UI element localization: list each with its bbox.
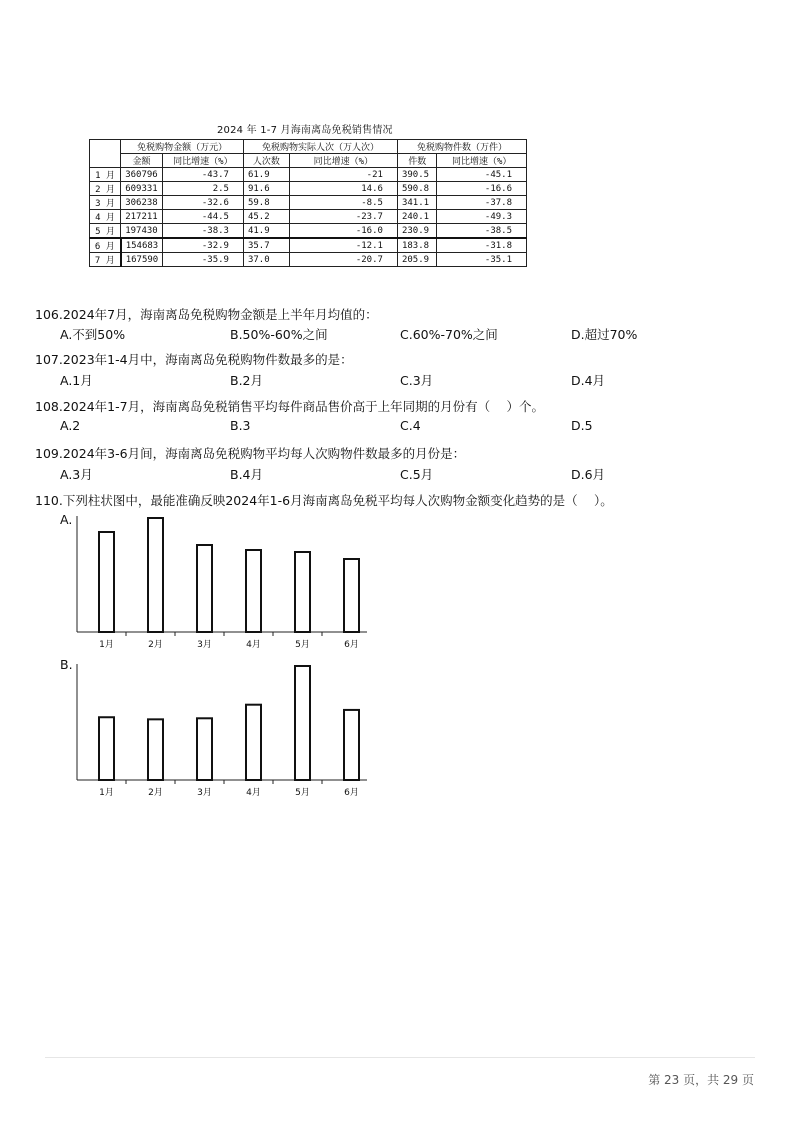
bar <box>148 518 163 632</box>
option-d: D.超过70% <box>571 327 638 342</box>
option-c: C.60%-70%之间 <box>400 327 498 342</box>
table-cell-visits-growth: 14.6 <box>289 182 397 196</box>
table-cell-items: 341.1 <box>397 196 437 210</box>
table-cell-amount-growth: 2.5 <box>162 182 243 196</box>
bar <box>99 532 114 632</box>
x-tick-label: 6月 <box>344 788 359 798</box>
x-tick-label: 6月 <box>344 640 359 650</box>
table-cell-items-growth: -49.3 <box>437 210 527 224</box>
sales-table <box>89 139 527 267</box>
x-tick-label: 5月 <box>295 788 310 798</box>
table-cell-items-growth: -37.8 <box>437 196 527 210</box>
table-cell-visits-growth: -20.7 <box>289 253 397 267</box>
option-d: D.5 <box>571 418 593 433</box>
table-group-header: 免税购物实际人次（万人次） <box>243 140 397 154</box>
table-cell-visits: 61.9 <box>243 168 289 182</box>
table-title: 2024 年 1-7 月海南离岛免税销售情况 <box>217 125 393 136</box>
bar <box>295 666 310 780</box>
option-b: B.2月 <box>230 373 264 388</box>
option-a: A.不到50% <box>60 327 126 342</box>
table-cell-items: 240.1 <box>397 210 437 224</box>
option-c: C.4 <box>400 418 421 433</box>
table-subheader-row <box>90 154 527 168</box>
option-b: B.50%-60%之间 <box>230 327 328 342</box>
option-c: C.5月 <box>400 467 434 482</box>
table-cell-amount: 197430 <box>121 224 163 239</box>
question-text: 2024年1-7月，海南离岛免税销售平均每件商品售价高于上年同期的月份有（ ）个。 <box>62 399 545 414</box>
table-cell-amount-growth: -44.5 <box>162 210 243 224</box>
option-a: A.3月 <box>60 467 93 482</box>
bar <box>246 550 261 632</box>
table-cell-visits: 37.0 <box>243 253 289 267</box>
table-cell-items: 390.5 <box>397 168 437 182</box>
table-subheader: 人次数 <box>243 154 289 168</box>
question-110 <box>35 491 613 509</box>
bar <box>148 719 163 780</box>
chart-b-label: B. <box>60 657 73 672</box>
question-109 <box>35 444 465 462</box>
table-corner-cell <box>90 140 121 168</box>
x-tick-label: 3月 <box>197 788 212 798</box>
table-cell-month: 2 月 <box>90 182 121 196</box>
table-cell-amount: 306238 <box>121 196 163 210</box>
table-cell-amount-growth: -38.3 <box>162 224 243 239</box>
bar <box>99 717 114 780</box>
option-b: B.4月 <box>230 467 264 482</box>
table-group-header-row <box>90 140 527 154</box>
table-cell-amount: 360796 <box>121 168 163 182</box>
table-subheader: 同比增速（%） <box>437 154 527 168</box>
table-cell-amount: 609331 <box>121 182 163 196</box>
table-cell-items-growth: -31.8 <box>437 238 527 253</box>
table-group-header: 免税购物金额（万元） <box>121 140 244 154</box>
option-d: D.4月 <box>571 373 606 388</box>
table-cell-month: 7 月 <box>90 253 121 267</box>
bar-chart-a <box>70 512 370 652</box>
option-d: D.6月 <box>571 467 606 482</box>
table-cell-visits: 91.6 <box>243 182 289 196</box>
table-cell-amount-growth: -32.9 <box>162 238 243 253</box>
x-tick-label: 3月 <box>197 640 212 650</box>
bar <box>344 710 359 780</box>
table-cell-amount: 167590 <box>121 253 163 267</box>
x-tick-label: 2月 <box>148 640 163 650</box>
table-group-header: 免税购物件数（万件） <box>397 140 526 154</box>
table-cell-visits: 35.7 <box>243 238 289 253</box>
question-text: 2023年1-4月中，海南离岛免税购物件数最多的是： <box>62 352 353 367</box>
table-cell-amount-growth: -32.6 <box>162 196 243 210</box>
table-cell-items-growth: -35.1 <box>437 253 527 267</box>
table-cell-month: 5 月 <box>90 224 121 239</box>
table-row <box>90 182 527 196</box>
table-subheader: 同比增速（%） <box>289 154 397 168</box>
table-cell-amount-growth: -43.7 <box>162 168 243 182</box>
question-108 <box>35 397 544 415</box>
x-tick-label: 4月 <box>246 640 261 650</box>
bar <box>295 552 310 632</box>
option-c: C.3月 <box>400 373 434 388</box>
table-row <box>90 238 527 253</box>
option-b: B.3 <box>230 418 251 433</box>
table-cell-visits-growth: -23.7 <box>289 210 397 224</box>
question-number: 107. <box>35 352 63 367</box>
table-cell-items: 230.9 <box>397 224 437 239</box>
x-tick-label: 1月 <box>99 640 114 650</box>
table-row <box>90 168 527 182</box>
footer-divider <box>45 1057 755 1058</box>
table-cell-visits-growth: -12.1 <box>289 238 397 253</box>
table-subheader: 金额 <box>121 154 163 168</box>
question-106 <box>35 305 378 323</box>
table-cell-month: 3 月 <box>90 196 121 210</box>
bar <box>197 545 212 632</box>
table-cell-visits: 45.2 <box>243 210 289 224</box>
table-cell-visits: 41.9 <box>243 224 289 239</box>
table-cell-month: 6 月 <box>90 238 121 253</box>
option-a: A.1月 <box>60 373 93 388</box>
question-text: 2024年7月，海南离岛免税购物金额是上半年月均值的： <box>62 307 378 322</box>
question-number: 109. <box>35 446 63 461</box>
chart-a-label: A. <box>60 512 73 527</box>
x-tick-label: 5月 <box>295 640 310 650</box>
table-cell-amount: 217211 <box>121 210 163 224</box>
question-text: 下列柱状图中，最能准确反映2024年1-6月海南离岛免税平均每人次购物金额变化趋势的是（ ）。 <box>62 493 613 508</box>
table-cell-items: 205.9 <box>397 253 437 267</box>
x-tick-label: 2月 <box>148 788 163 798</box>
table-cell-amount-growth: -35.9 <box>162 253 243 267</box>
bar <box>246 705 261 780</box>
bar <box>344 559 359 632</box>
option-a: A.2 <box>60 418 81 433</box>
table-cell-visits: 59.8 <box>243 196 289 210</box>
table-row <box>90 253 527 267</box>
table-subheader: 同比增速（%） <box>162 154 243 168</box>
bar <box>197 718 212 780</box>
table-subheader: 件数 <box>397 154 437 168</box>
table-row <box>90 224 527 239</box>
table-row <box>90 210 527 224</box>
table-cell-items-growth: -38.5 <box>437 224 527 239</box>
table-cell-month: 1 月 <box>90 168 121 182</box>
question-number: 110. <box>35 493 63 508</box>
x-tick-label: 4月 <box>246 788 261 798</box>
table-cell-items: 590.8 <box>397 182 437 196</box>
question-text: 2024年3-6月间，海南离岛免税购物平均每人次购物件数最多的月份是： <box>62 446 466 461</box>
table-cell-items-growth: -16.6 <box>437 182 527 196</box>
page-number: 第 23 页，共 29 页 <box>648 1073 754 1087</box>
table-row <box>90 196 527 210</box>
table-cell-items: 183.8 <box>397 238 437 253</box>
table-cell-month: 4 月 <box>90 210 121 224</box>
question-number: 106. <box>35 307 63 322</box>
table-cell-items-growth: -45.1 <box>437 168 527 182</box>
question-107 <box>35 350 353 368</box>
question-number: 108. <box>35 399 63 414</box>
table-cell-visits-growth: -8.5 <box>289 196 397 210</box>
table-cell-amount: 154683 <box>121 238 163 253</box>
bar-chart-b <box>70 660 370 800</box>
x-tick-label: 1月 <box>99 788 114 798</box>
table-cell-visits-growth: -21 <box>289 168 397 182</box>
table-cell-visits-growth: -16.0 <box>289 224 397 239</box>
